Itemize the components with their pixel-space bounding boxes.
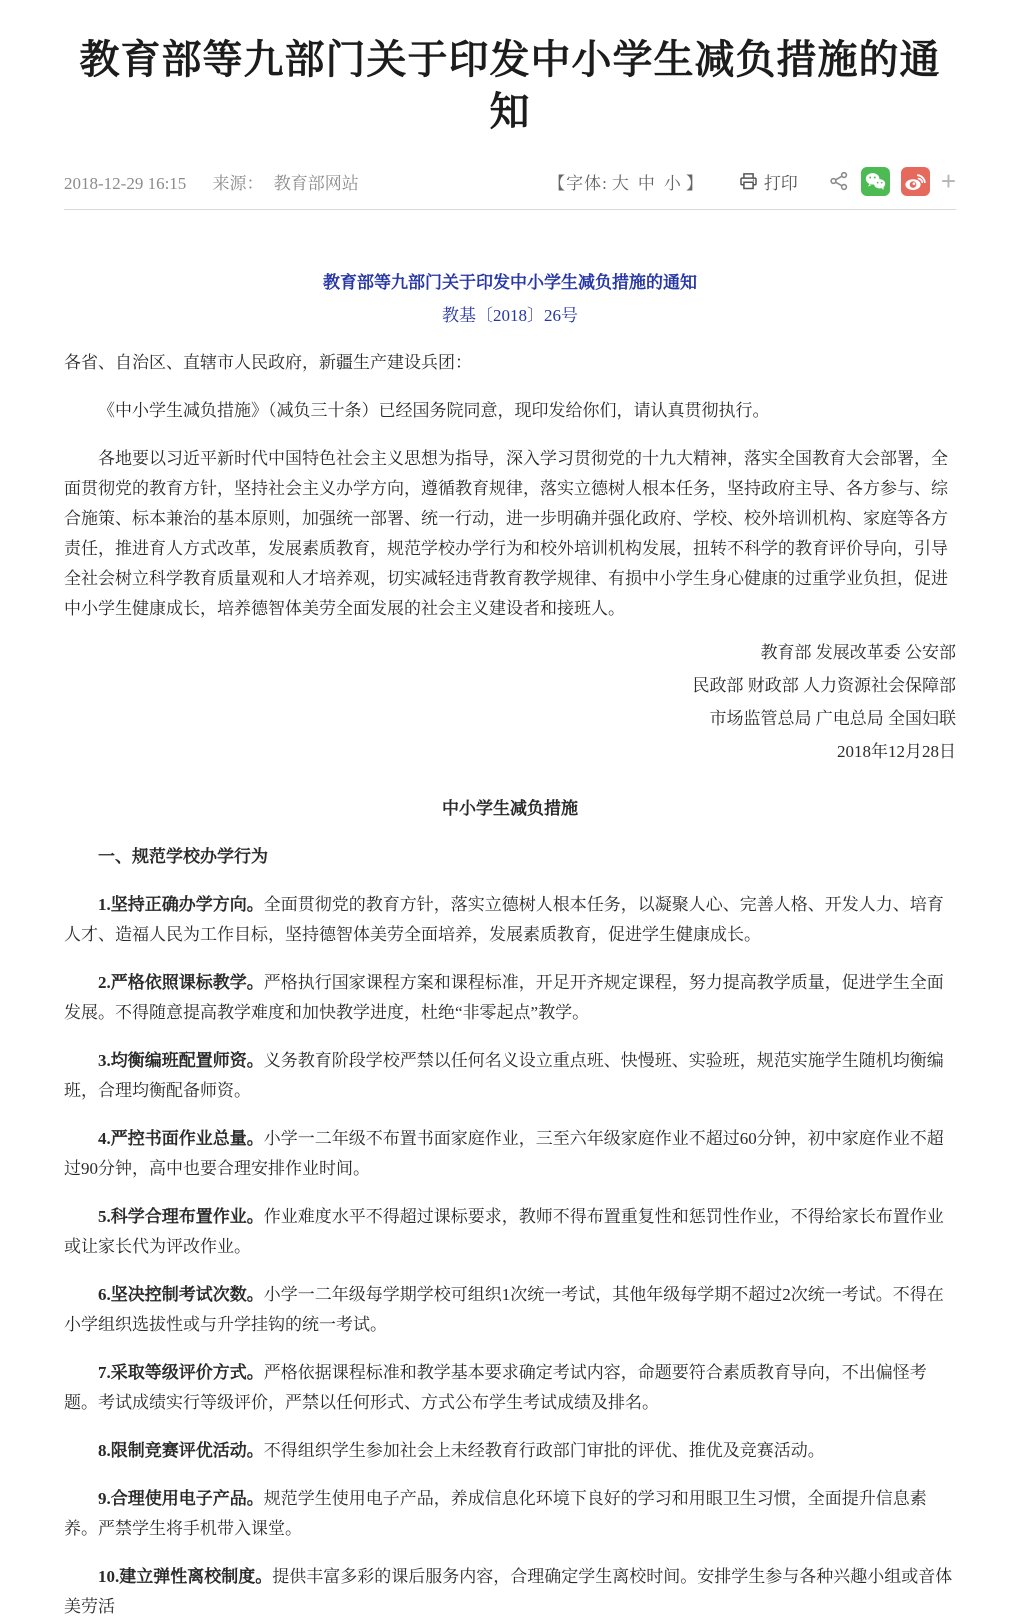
item-lead: 7.采取等级评价方式。 xyxy=(98,1363,264,1382)
item-lead: 4.严控书面作业总量。 xyxy=(98,1129,264,1148)
item-lead: 6.坚决控制考试次数。 xyxy=(98,1285,264,1304)
document-body xyxy=(64,268,956,1622)
measure-item-4 xyxy=(64,1124,956,1184)
font-size-large-button[interactable]: 大 xyxy=(611,173,630,193)
publish-datetime: 2018-12-29 16:15 xyxy=(64,173,187,193)
print-button[interactable] xyxy=(738,169,798,194)
measure-item-9 xyxy=(64,1484,956,1544)
font-size-label-close: 】 xyxy=(685,173,704,193)
font-size-small-button[interactable]: 小 xyxy=(663,173,682,193)
item-lead: 1.坚持正确办学方向。 xyxy=(98,895,264,914)
item-lead: 10.建立弹性离校制度。 xyxy=(98,1567,273,1586)
meta-row xyxy=(64,166,956,196)
font-size-label-open: 【字体: xyxy=(548,173,608,193)
intro-paragraph: 《中小学生减负措施》（减负三十条）已经国务院同意，现印发给你们，请认真贯彻执行。 xyxy=(98,401,770,420)
item-body: 提供丰富多彩的课后服务内容，合理确定学生离校时间。安排学生参与各种兴趣小组或音体美劳活 xyxy=(64,1567,953,1616)
main-paragraph: 各地要以习近平新时代中国特色社会主义思想为指导，深入学习贯彻党的十九大精神，落实全国教育大会部署，全面贯彻党的教育方针，坚持社会主义办学方向，遵循教育规律，落实立德树人根本任务，坚持政府主导、各方参与、综合施策、标本兼治的基本原则，加强统一部署、统一行动，进一步明确并强化政府、学校、校外培训机构、家庭等各方责任，推进育人方式改革，发展素质教育，规范学校办学行为和校外培训机构发展，扭转不科学的教育评价导向，引导全社会树立科学教育质量观和人才培养观，切实减轻违背教育教学规律、有损中小学生身心健康的过重学业负担，促进中小学生健康成长，培养德智体美劳全面发展的社会主义建设者和接班人。 xyxy=(64,449,948,618)
item-body: 义务教育阶段学校严禁以任何名义设立重点班、快慢班、实验班，规范实施学生随机均衡编班，合理均衡配备师资。 xyxy=(64,1051,944,1100)
measure-item-8 xyxy=(64,1436,956,1466)
share-buttons xyxy=(828,167,956,196)
item-body: 小学一二年级每学期学校可组织1次统一考试，其他年级每学期不超过2次统一考试。不得在小学组织选拔性或与升学挂钩的统一考试。 xyxy=(64,1285,944,1334)
item-lead: 9.合理使用电子产品。 xyxy=(98,1489,264,1508)
item-body: 小学一二年级不布置书面家庭作业，三至六年级家庭作业不超过60分钟，初中家庭作业不超过90分钟，高中也要合理安排作业时间。 xyxy=(64,1129,944,1178)
section-1-heading: 一、规范学校办学行为 xyxy=(98,847,268,866)
item-lead: 5.科学合理布置作业。 xyxy=(98,1207,264,1226)
signature-line: 民政部 财政部 人力资源社会保障部 xyxy=(692,676,956,695)
measure-item-2 xyxy=(64,968,956,1028)
signature-date: 2018年12月28日 xyxy=(837,742,956,761)
weibo-share-icon[interactable] xyxy=(901,167,930,196)
page-toolbar xyxy=(548,167,956,196)
item-body: 严格依据课程标准和教学基本要求确定考试内容，命题要符合素质教育导向，不出偏怪考题。考试成绩实行等级评价，严禁以任何形式、方式公布学生考试成绩及排名。 xyxy=(64,1363,927,1412)
measure-item-3 xyxy=(64,1046,956,1106)
more-share-icon[interactable]: + xyxy=(940,166,956,196)
item-body: 全面贯彻党的教育方针，落实立德树人根本任务，以凝聚人心、完善人格、开发人力、培育人才、造福人民为工作目标，坚持德智体美劳全面培养，发展素质教育，促进学生健康成长。 xyxy=(64,895,944,944)
item-lead: 2.严格依照课标教学。 xyxy=(98,973,264,992)
font-size-medium-button[interactable]: 中 xyxy=(637,173,656,193)
header-divider xyxy=(64,209,956,210)
measure-item-7 xyxy=(64,1358,956,1418)
item-body: 严格执行国家课程方案和课程标准，开足开齐规定课程，努力提高教学质量，促进学生全面发展。不得随意提高教学难度和加快教学进度，杜绝“非零起点”教学。 xyxy=(64,973,944,1022)
meta-info xyxy=(64,169,365,194)
measures-title: 中小学生减负措施 xyxy=(442,799,578,818)
page-title: 教育部等九部门关于印发中小学生减负措施的通知 xyxy=(79,37,941,134)
signature-block xyxy=(64,636,956,768)
measure-item-5 xyxy=(64,1202,956,1262)
source-label: 来源： xyxy=(212,173,264,193)
signature-line: 教育部 发展改革委 公安部 xyxy=(760,643,956,662)
document-number: 教基〔2018〕26号 xyxy=(442,306,578,325)
item-body: 作业难度水平不得超过课标要求，教师不得布置重复性和惩罚性作业，不得给家长布置作业或让家长代为评改作业。 xyxy=(64,1207,944,1256)
measure-item-1 xyxy=(64,890,956,950)
measure-item-10 xyxy=(64,1562,956,1622)
source-name: 教育部网站 xyxy=(273,173,359,193)
salutation: 各省、自治区、直辖市人民政府，新疆生产建设兵团： xyxy=(64,353,472,372)
item-body: 规范学生使用电子产品，养成信息化环境下良好的学习和用眼卫生习惯，全面提升信息素养。严禁学生将手机带入课堂。 xyxy=(64,1489,927,1538)
measure-item-6 xyxy=(64,1280,956,1340)
document-title: 教育部等九部门关于印发中小学生减负措施的通知 xyxy=(323,273,697,292)
print-label: 打印 xyxy=(763,173,798,193)
share-nodes-icon[interactable] xyxy=(828,170,850,192)
printer-icon xyxy=(738,171,759,191)
signature-line: 市场监管总局 广电总局 全国妇联 xyxy=(709,709,956,728)
item-lead: 8.限制竞赛评优活动。 xyxy=(98,1441,264,1460)
item-lead: 3.均衡编班配置师资。 xyxy=(98,1051,264,1070)
font-size-control xyxy=(548,169,704,194)
wechat-share-icon[interactable] xyxy=(861,167,890,196)
item-body: 不得组织学生参加社会上未经教育行政部门审批的评优、推优及竞赛活动。 xyxy=(263,1441,825,1460)
article-page xyxy=(64,34,956,1622)
